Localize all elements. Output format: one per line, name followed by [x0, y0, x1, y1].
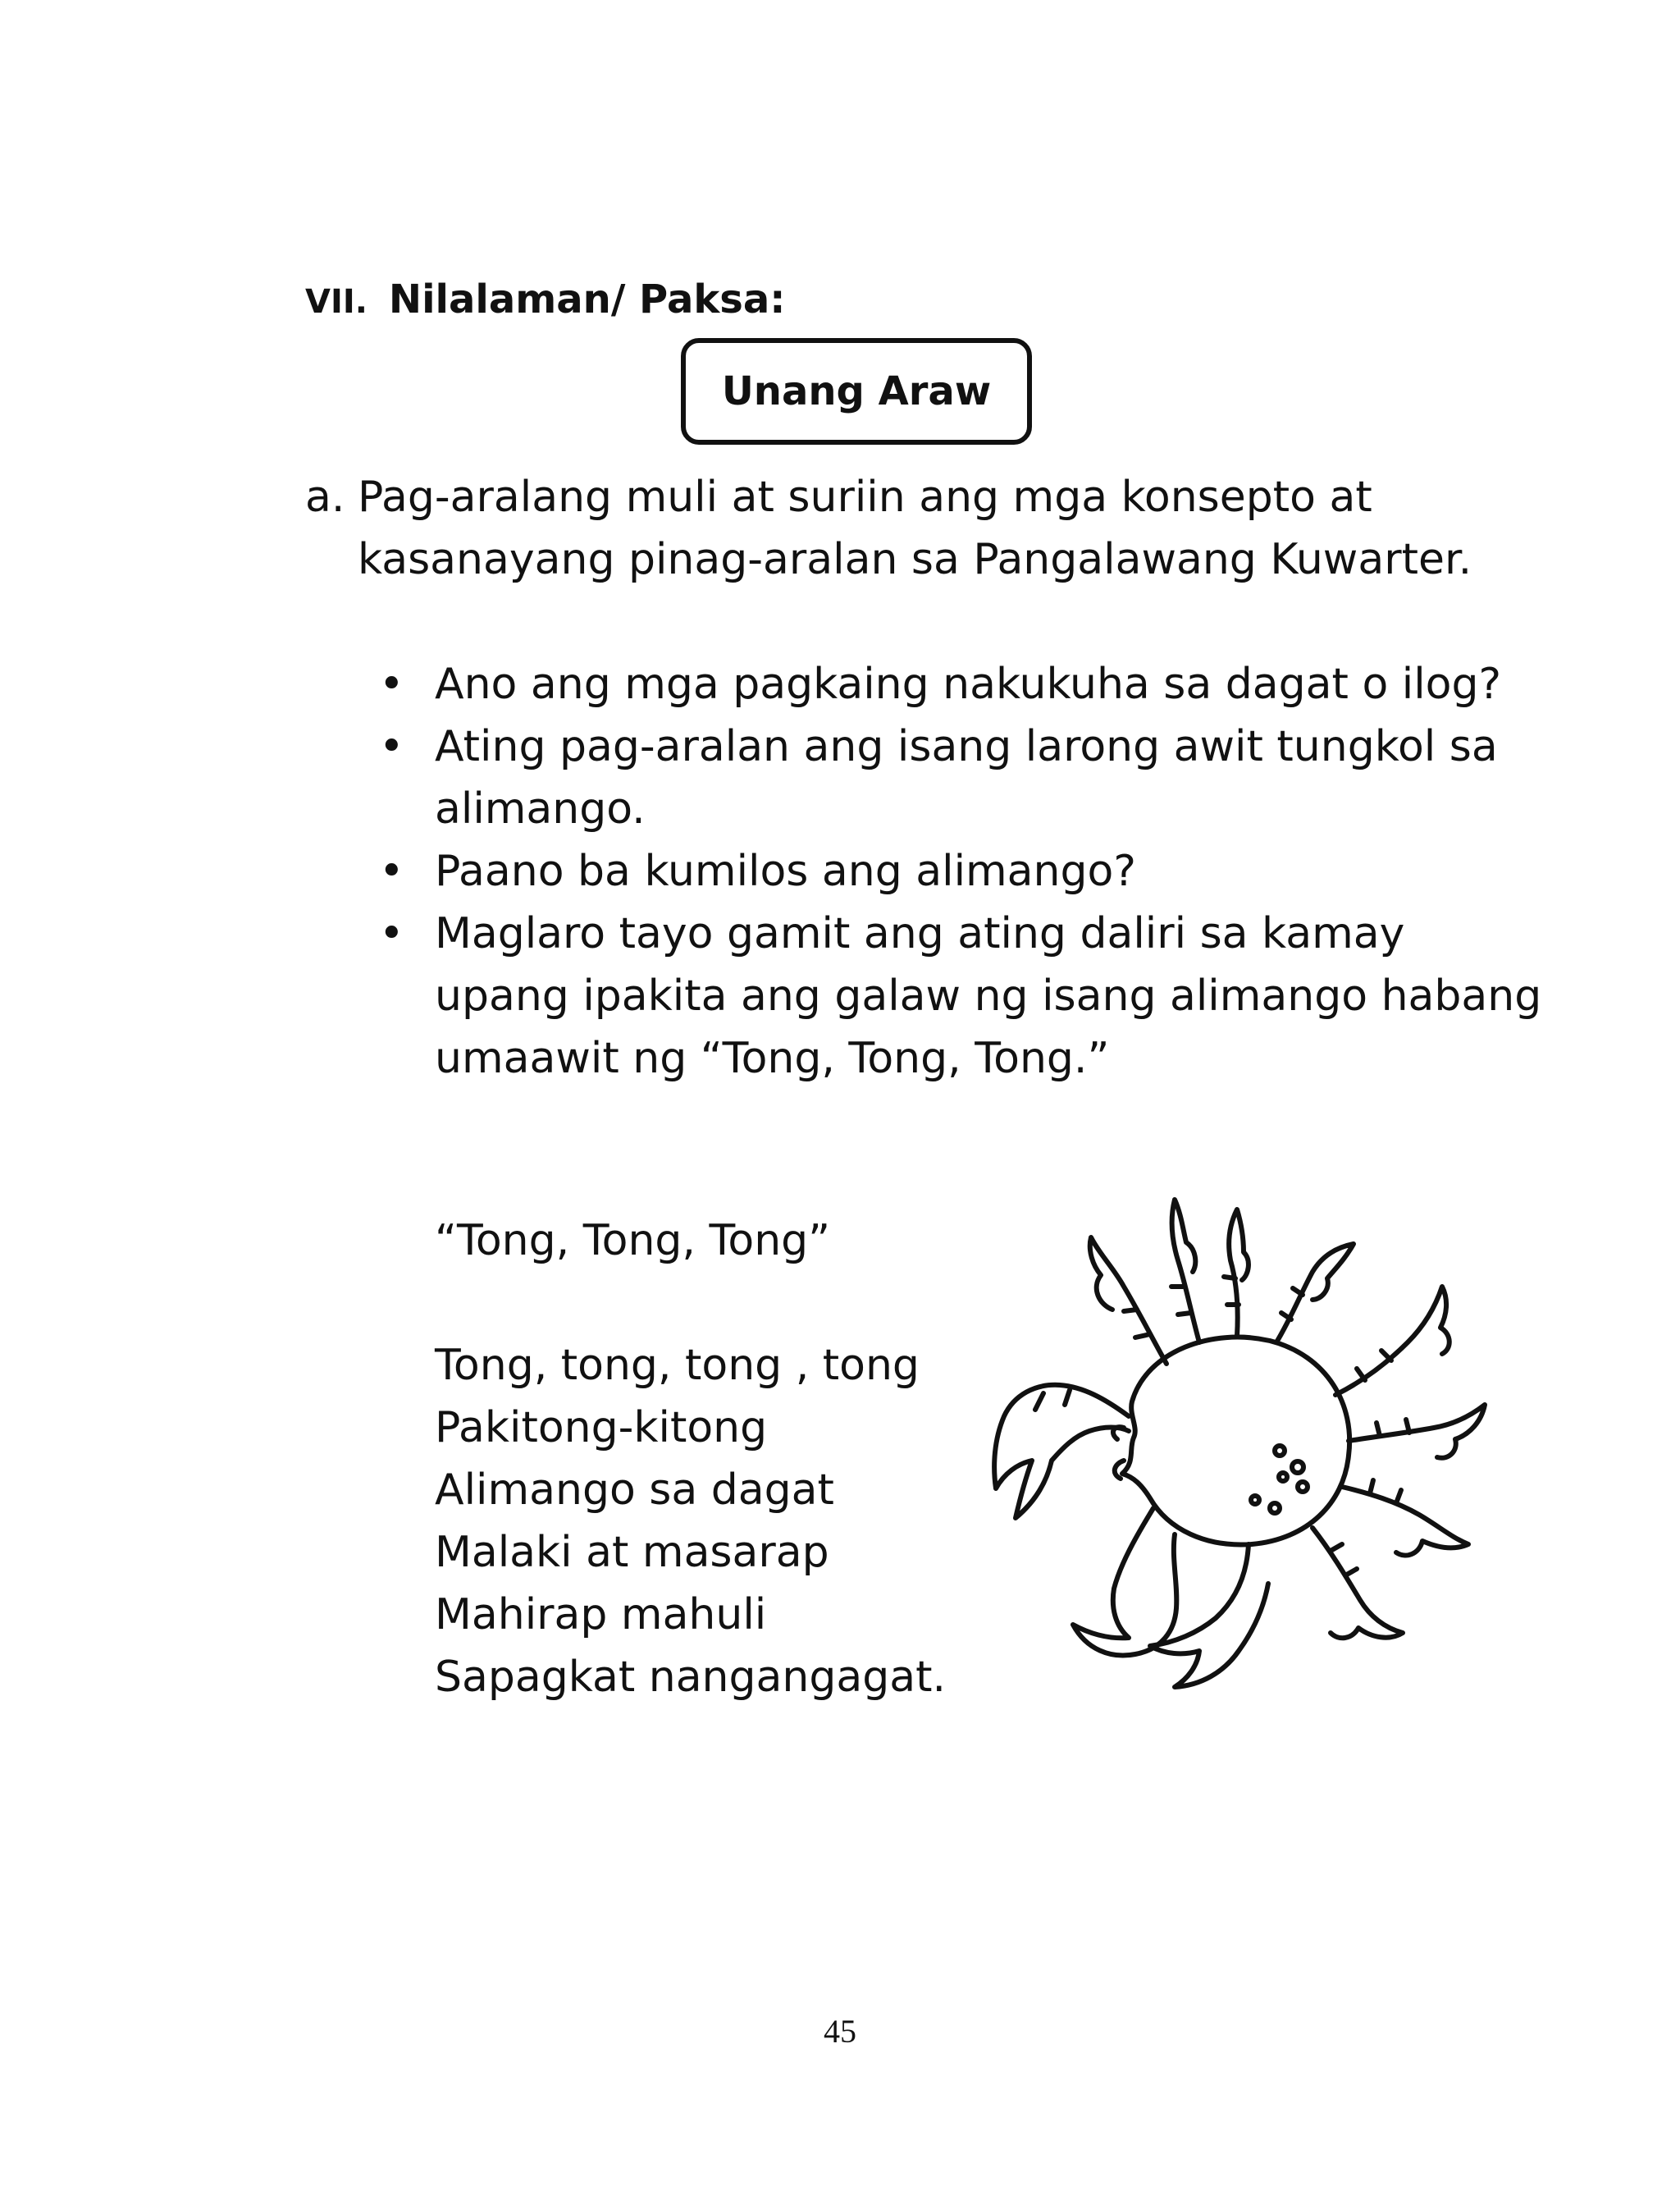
- crab-body: [1122, 1337, 1349, 1545]
- section-title: Nilalaman/ Paksa:: [388, 277, 786, 322]
- song: [435, 1209, 1009, 1708]
- song-line: Sapagkat nangangagat.: [435, 1653, 947, 1702]
- bullet-icon: •: [379, 909, 404, 958]
- bullet-text: Ano ang mga pagkaing nakukuha sa dagat o ilog?: [435, 660, 1502, 709]
- section-heading: [305, 275, 785, 327]
- list-item: [379, 716, 1544, 840]
- list-item: [379, 653, 1544, 716]
- crab-leg: [1312, 1528, 1403, 1638]
- bullet-text: Maglaro tayo gamit ang ating daliri sa kamay upang ipakita ang galaw ng isang alimango habang umaawit ng “Tong, Tong, Tong.”: [435, 909, 1542, 1083]
- song-line: Mahirap mahuli: [435, 1590, 767, 1639]
- section-number: VII.: [305, 283, 368, 321]
- crab-leg: [1342, 1487, 1468, 1556]
- song-line: Tong, tong, tong , tong: [435, 1341, 920, 1390]
- song-line: Pakitong-kitong: [435, 1403, 768, 1452]
- song-line: Alimango sa dagat: [435, 1465, 834, 1515]
- crab-claw-left: [1073, 1508, 1176, 1656]
- list-item: [379, 840, 1544, 903]
- crab-leg: [1276, 1244, 1354, 1342]
- bullet-text: Ating pag-aralan ang isang larong awit tungkol sa alimango.: [435, 722, 1498, 834]
- day-label: Unang Araw: [721, 368, 992, 414]
- bullet-icon: •: [379, 660, 404, 709]
- bullet-icon: •: [379, 847, 404, 896]
- list-item: [379, 903, 1544, 1090]
- crab-leg: [1172, 1200, 1199, 1342]
- item-marker: a.: [305, 473, 345, 522]
- page-number: 45: [824, 2013, 856, 2050]
- crab-illustration: [960, 1190, 1493, 1715]
- item-text: Pag-aralang muli at suriin ang mga konsepto at kasanayang pinag-aralan sa Pangalawang Kuwarter.: [358, 473, 1472, 584]
- bullet-text: Paano ba kumilos ang alimango?: [435, 847, 1136, 896]
- crab-claw-left: [994, 1385, 1129, 1518]
- crab-leg: [1335, 1287, 1449, 1395]
- song-title: “Tong, Tong, Tong”: [435, 1216, 831, 1265]
- bullet-icon: •: [379, 722, 404, 771]
- bullet-list: [379, 653, 1544, 1090]
- crab-leg: [1229, 1209, 1249, 1336]
- song-line: Malaki at masarap: [435, 1528, 829, 1577]
- crab-claw-right: [1150, 1544, 1268, 1687]
- day-label-box: [681, 338, 1032, 445]
- crab-leg: [1090, 1237, 1166, 1364]
- crab-leg: [1349, 1405, 1485, 1458]
